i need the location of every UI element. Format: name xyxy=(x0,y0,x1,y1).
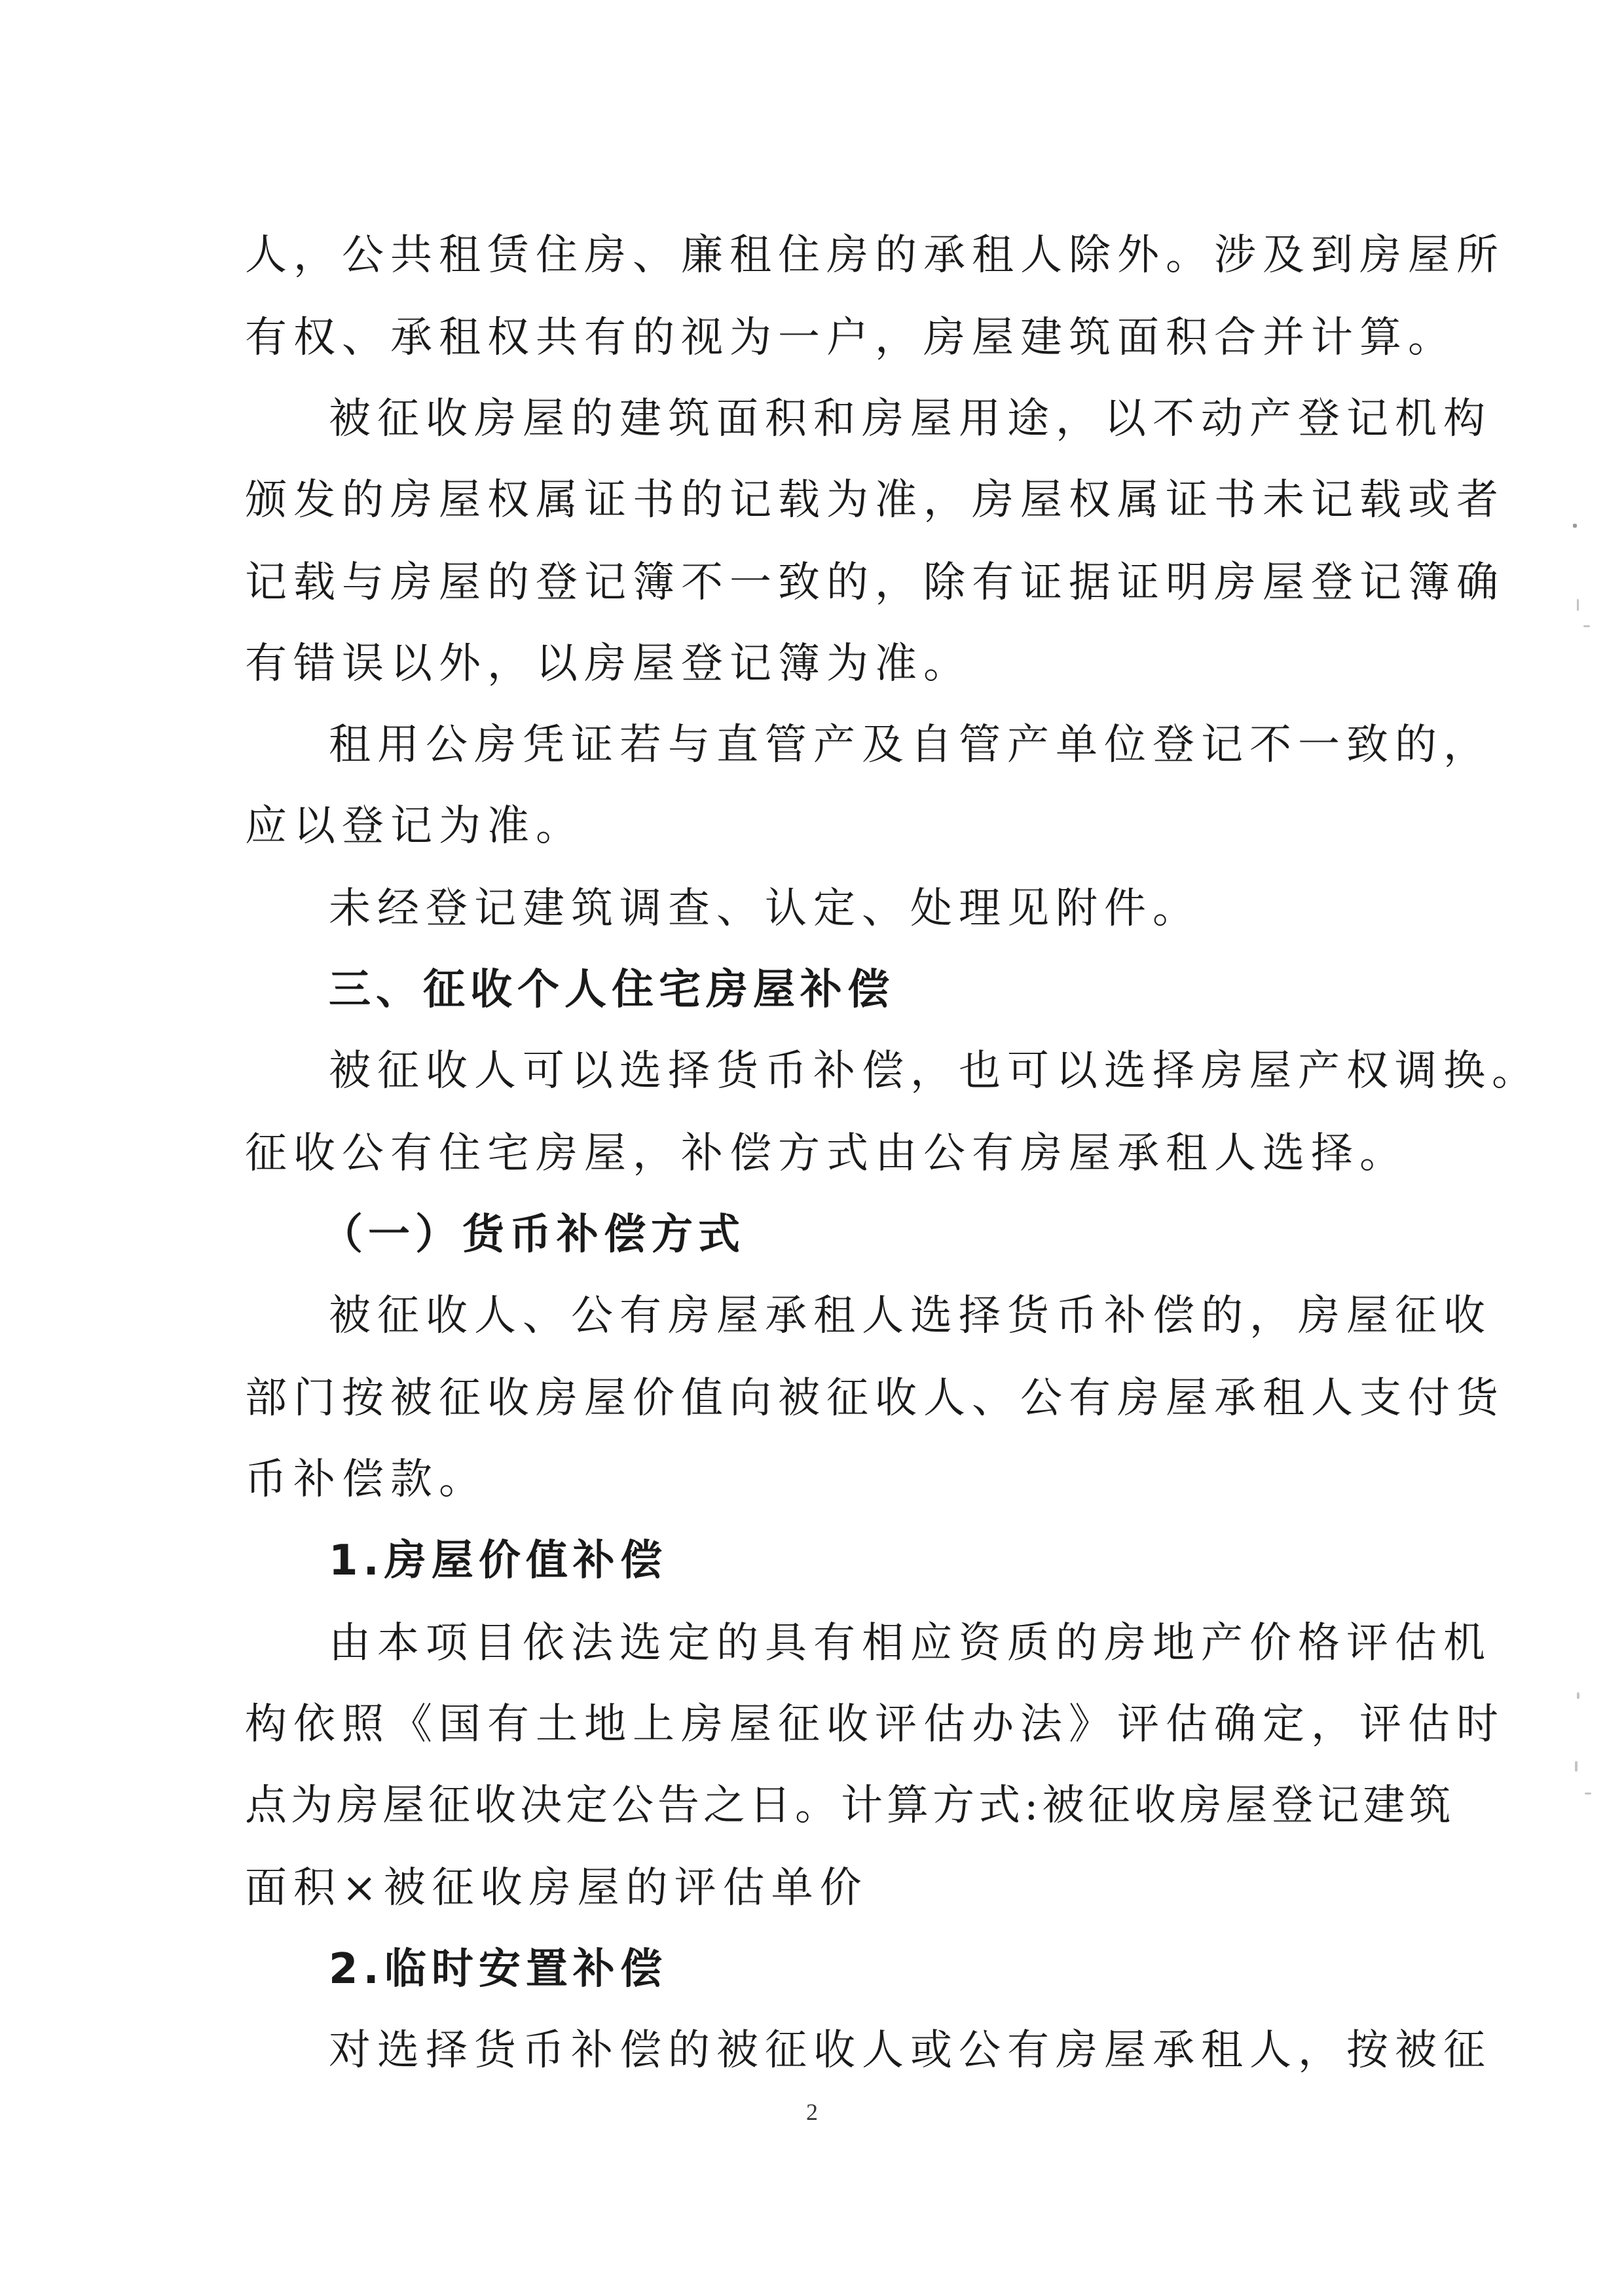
paragraph-line: 有错误以外，以房屋登记簿为准。 xyxy=(245,640,972,688)
paragraph-line: 有权、承租权共有的视为一户，房屋建筑面积合并计算。 xyxy=(245,314,1456,362)
section-heading: 三、征收个人住宅房屋补偿 xyxy=(329,966,895,1014)
paragraph-line: 被征收人可以选择货币补偿，也可以选择房屋产权调换。 xyxy=(329,1047,1540,1095)
paragraph-line: 征收公有住宅房屋，补偿方式由公有房屋承租人选择。 xyxy=(245,1129,1408,1178)
paragraph-line: 颁发的房屋权属证书的记载为准，房屋权属证书未记载或者 xyxy=(245,476,1505,524)
paragraph-line: 租用公房凭证若与直管产及自管产单位登记不一致的， xyxy=(329,721,1492,769)
item-heading: 1.房屋价值补偿 xyxy=(329,1537,667,1585)
paragraph-line: 应以登记为准。 xyxy=(245,802,584,850)
scan-artifact xyxy=(1583,625,1590,627)
paragraph-line: 被征收房屋的建筑面积和房屋用途，以不动产登记机构 xyxy=(329,395,1492,443)
paragraph-line: 币补偿款。 xyxy=(245,1455,487,1504)
paragraph-line: 记载与房屋的登记簿不一致的，除有证据证明房屋登记簿确 xyxy=(245,558,1505,607)
paragraph-line: 未经登记建筑调查、认定、处理见附件。 xyxy=(329,884,1201,933)
scan-artifact xyxy=(1585,1793,1591,1795)
scan-artifact xyxy=(1575,1761,1578,1772)
paragraph-line: 由本项目依法选定的具有相应资质的房地产价格评估机 xyxy=(329,1619,1492,1667)
item-heading: 2.临时安置补偿 xyxy=(329,1945,667,1994)
paragraph-line: 构依照《国有土地上房屋征收评估办法》评估确定，评估时 xyxy=(245,1700,1505,1749)
paragraph-line: 面积×被征收房屋的评估单价 xyxy=(245,1864,868,1912)
scan-artifact xyxy=(1577,1692,1579,1699)
paragraph-line: 人，公共租赁住房、廉租住房的承租人除外。涉及到房屋所 xyxy=(245,231,1505,280)
paragraph-line: 被征收人、公有房屋承租人选择货币补偿的，房屋征收 xyxy=(329,1292,1492,1340)
scan-artifact xyxy=(1577,599,1579,611)
paragraph-line: 对选择货币补偿的被征收人或公有房屋承租人，按被征 xyxy=(329,2026,1492,2075)
paragraph-line: 部门按被征收房屋价值向被征收人、公有房屋承租人支付货 xyxy=(245,1374,1505,1423)
page-number: 2 xyxy=(806,2099,818,2125)
subsection-heading: （一）货币补偿方式 xyxy=(321,1211,745,1259)
scan-artifact xyxy=(1573,524,1577,528)
paragraph-line: 点为房屋征收决定公告之日。计算方式:被征收房屋登记建筑 xyxy=(245,1781,1455,1830)
